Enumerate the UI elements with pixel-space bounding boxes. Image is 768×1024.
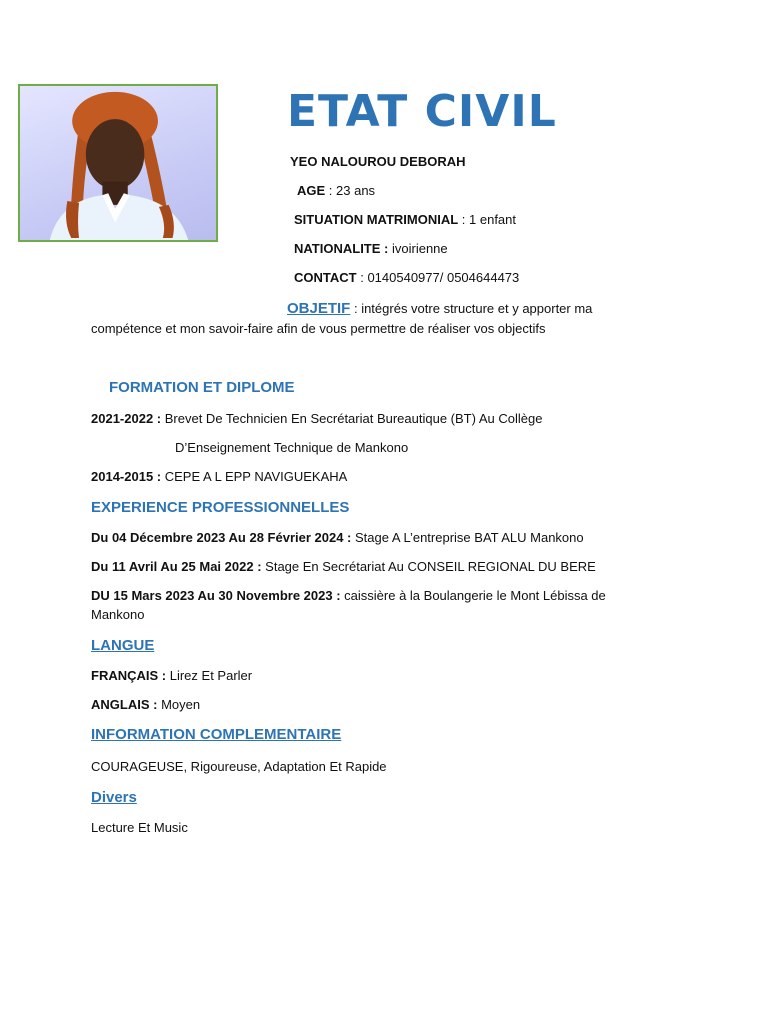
marital-value: : 1 enfant (461, 212, 517, 227)
experience-dates: Du 04 Décembre 2023 Au 28 Février 2024 : (91, 530, 352, 545)
full-name: YEO NALOUROU DEBORAH (290, 154, 466, 169)
experience-item (91, 588, 606, 603)
experience-text: Stage A L’entreprise BAT ALU Mankono (355, 530, 584, 545)
langue-item (91, 668, 252, 683)
profile-photo (18, 84, 218, 242)
langue-label: FRANÇAIS : (91, 668, 167, 683)
age-value: : 23 ans (328, 183, 376, 198)
experience-dates: Du 11 Avril Au 25 Mai 2022 : (91, 559, 262, 574)
divers-text: Lecture Et Music (91, 820, 188, 835)
experience-text: Stage En Secrétariat Au CONSEIL REGIONAL DU BERE (265, 559, 596, 574)
objective-label: OBJETIF (287, 300, 351, 317)
formation-heading: FORMATION ET DIPLOME (109, 379, 295, 396)
contact-value: : 0140540977/ 0504644473 (360, 270, 520, 285)
langue-value: Moyen (161, 697, 201, 712)
langue-heading: LANGUE (91, 637, 155, 654)
formation-years: 2021-2022 : (91, 411, 162, 426)
info-heading: INFORMATION COMPLEMENTAIRE (91, 726, 342, 743)
age-row (297, 183, 375, 198)
portrait-illustration (20, 86, 216, 240)
nationality-row (294, 241, 448, 256)
experience-text: caissière à la Boulangerie le Mont Lébissa de (344, 588, 606, 603)
experience-text-continued: Mankono (91, 607, 145, 622)
langue-label: ANGLAIS : (91, 697, 158, 712)
nationality-label: NATIONALITE : (294, 241, 389, 256)
contact-row (294, 270, 519, 285)
marital-row (294, 212, 516, 227)
marital-label: SITUATION MATRIMONIAL (294, 212, 459, 227)
formation-text: Brevet De Technicien En Secrétariat Bureautique (BT) Au Collège (164, 411, 543, 426)
formation-years: 2014-2015 : (91, 469, 162, 484)
formation-item (91, 469, 347, 484)
langue-item (91, 697, 200, 712)
formation-text-continued: D’Enseignement Technique de Mankono (175, 440, 409, 455)
age-label: AGE (297, 183, 326, 198)
formation-item (91, 411, 542, 426)
objective-line1 (287, 300, 592, 317)
info-text: COURAGEUSE, Rigoureuse, Adaptation Et Rapide (91, 759, 387, 774)
experience-item (91, 530, 584, 545)
nationality-value: ivoirienne (391, 241, 448, 256)
experience-heading: EXPERIENCE PROFESSIONNELLES (91, 499, 350, 516)
experience-dates: DU 15 Mars 2023 Au 30 Novembre 2023 : (91, 588, 341, 603)
contact-label: CONTACT (294, 270, 357, 285)
objective-text-1: : intégrés votre structure et y apporter ma (353, 301, 593, 316)
formation-text: CEPE A L EPP NAVIGUEKAHA (164, 469, 348, 484)
divers-heading: Divers (91, 789, 137, 806)
document-title: ETAT CIVIL (287, 86, 557, 137)
experience-item (91, 559, 596, 574)
objective-text-2: compétence et mon savoir-faire afin de vous permettre de réaliser vos objectifs (91, 321, 546, 336)
langue-value: Lirez Et Parler (169, 668, 253, 683)
